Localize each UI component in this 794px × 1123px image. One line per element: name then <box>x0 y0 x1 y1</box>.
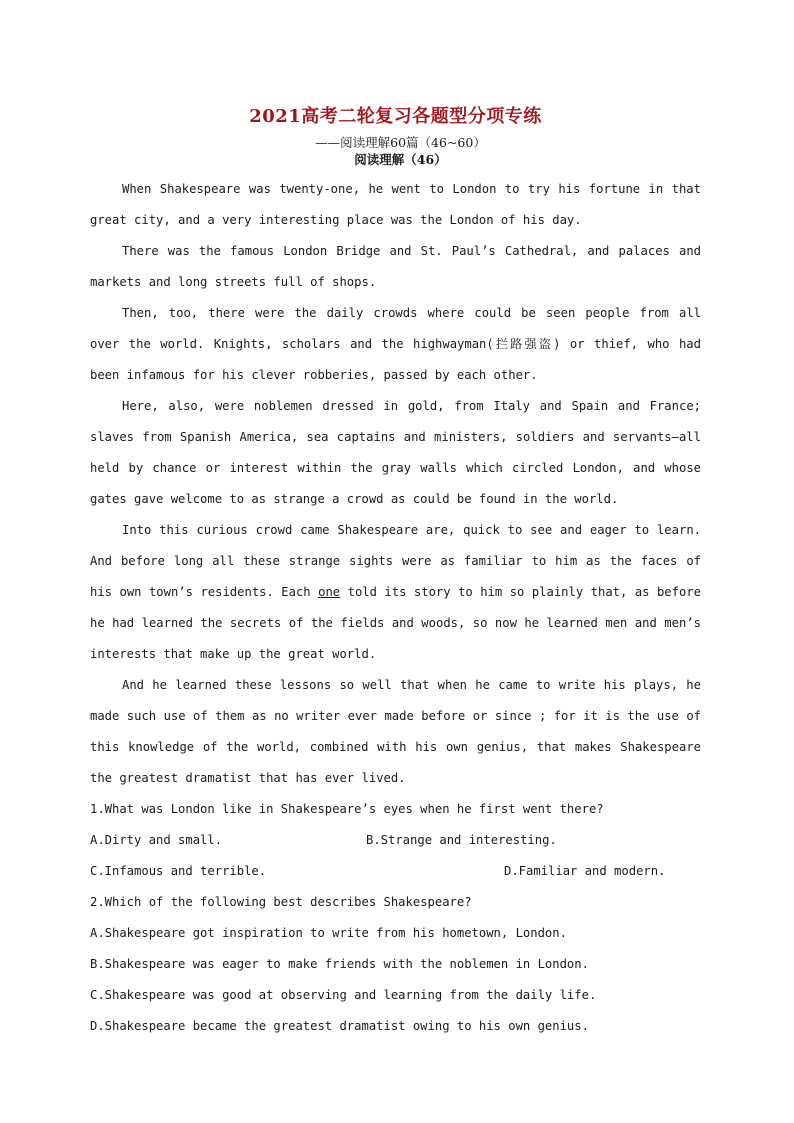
question-2-option-b: B.Shakespeare was eager to make friends with the noblemen in London. <box>90 957 589 971</box>
passage-paragraph-5 <box>90 515 701 670</box>
document-subtitle: ——阅读理解60篇（46~60） <box>315 135 486 150</box>
question-2-stem: 2.Which of the following best describes Shakespeare? <box>90 895 472 909</box>
passage-paragraph-3: Then, too, there were the daily crowds where could be seen people from all over the world. Knights, scholars and the highwayman(拦路强盗) or thief, who had been infamous for his clever robberies, passed by each other. <box>90 306 701 382</box>
document-title: 2021高考二轮复习各题型分项专练 <box>249 106 542 127</box>
question-1-option-c: C.Infamous and terrible. <box>90 864 267 878</box>
question-1-options-row-1 <box>90 825 701 856</box>
question-1-options-row-2 <box>90 856 701 887</box>
underlined-word: one <box>318 585 341 599</box>
passage-paragraph-6: And he learned these lessons so well that when he came to write his plays, he made such use of them as no writer ever made before or since ; for it is the use of this knowledge of the world, combined with his own genius, that makes Shakespeare the greatest dramatist that has ever lived. <box>90 678 701 785</box>
passage-paragraph-5-start: Into this curious crowd came Shakespeare are, quick to see and eager to learn. And before long all these strange sights were as familiar to him as the faces of his own town’s residents. Each <box>90 523 701 599</box>
question-1-option-b: B.Strange and interesting. <box>366 833 557 847</box>
question-2-option-d: D.Shakespeare became the greatest dramatist owing to his own genius. <box>90 1019 589 1033</box>
question-1-stem: 1.What was London like in Shakespeare’s eyes when he first went there? <box>90 802 604 816</box>
question-2-option-c: C.Shakespeare was good at observing and learning from the daily life. <box>90 988 597 1002</box>
passage-paragraph-2: There was the famous London Bridge and St. Paul’s Cathedral, and palaces and markets and long streets full of shops. <box>90 244 701 289</box>
section-title: 阅读理解（46） <box>354 152 447 167</box>
passage-paragraph-5-end: told its story to him so plainly that, as before he had learned the secrets of the fields and woods, so now he learned men and men’s interests that make up the great world. <box>90 585 701 661</box>
question-2-option-a: A.Shakespeare got inspiration to write from his hometown, London. <box>90 926 567 940</box>
question-1-option-a: A.Dirty and small. <box>90 833 223 847</box>
document-page <box>90 104 701 1042</box>
passage-paragraph-1: When Shakespeare was twenty-one, he went to London to try his fortune in that great city, and a very interesting place was the London of his day. <box>90 182 701 227</box>
passage-paragraph-4: Here, also, were noblemen dressed in gold, from Italy and Spain and France; slaves from Spanish America, sea captains and ministers, soldiers and servants—all held by chance or interest within the gray walls which circled London, and whose gates gave welcome to as strange a crowd as could be found in the world. <box>90 399 701 506</box>
question-1-option-d: D.Familiar and modern. <box>504 864 666 878</box>
